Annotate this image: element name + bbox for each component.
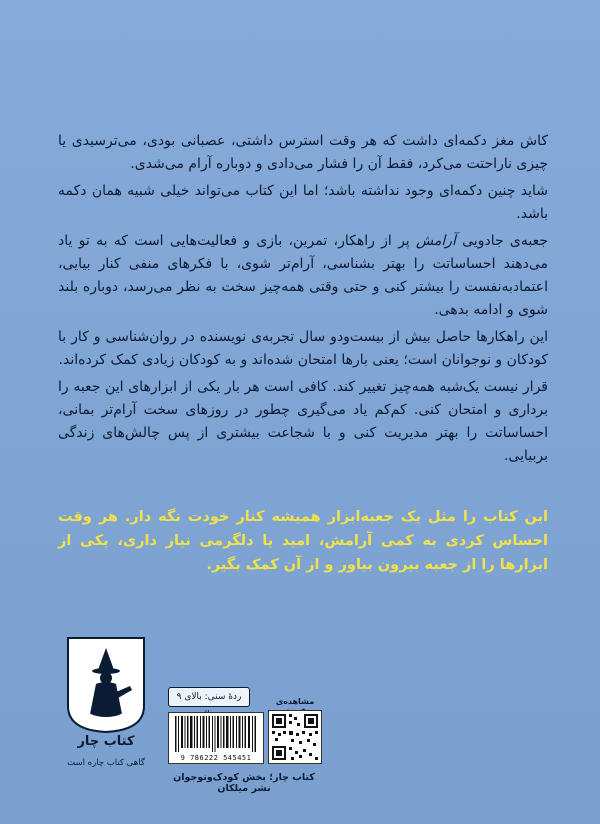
logo-tagline: گاهی کتاب چاره است [67,758,145,768]
price-qr-code [268,710,322,764]
paragraph-4: این راهکارها حاصل بیش از بیست‌ودو سال تجربه‌ی نویسنده در روان‌شناسی و کار با کودکان و نوجوانان است؛ یعنی بارها امتحان شده‌اند و به کودکان زیادی کمک کرده‌اند. [58,329,548,368]
publisher-line: کتاب چار؛ بخش کودک‌ونوجوان نشر میلکان [173,772,315,794]
isbn-barcode [168,712,264,764]
barcode-number: 9 786222 545451 [180,754,252,762]
highlight-text: این کتاب را مثل یک جعبه‌ابزار همیشه کنار خودت نگه دار. هر وقت احساس کردی به کمی آرامش، امید یا دلگرمی نیاز داری، یکی از ابزارها را از جعبه بیرون بیاور و از آن کمک بگیر. [58,509,548,573]
publisher-logo [60,634,152,772]
logo-title: کتاب چار [77,734,135,749]
age-rating-label: ردهٔ سنی: بالای ۹ [168,687,250,707]
logo-badge-icon [60,634,152,734]
qr-code-icon [269,711,321,763]
qr-label: مشاهده‌ی [275,697,315,706]
paragraph-3 [58,230,548,322]
paragraph-3-italic: آرامش [415,233,456,249]
paragraph-3-start: جعبه‌ی جادویی [455,233,548,249]
paragraph-2: شاید چنین دکمه‌ای وجود نداشته باشد؛ اما این کتاب می‌تواند خیلی شبیه همان دکمه باشد. [58,183,548,222]
paragraph-3-rest: پر از راهکار، تمرین، بازی و فعالیت‌هایی است که به تو یاد می‌دهند احساساتت را بهتر بشناسی، آرام‌تر شوی، با فکرهای منفی کنار بیایی، اعتمادبه‌نفست را بیشتر کنی و حتی وقتی همه‌چیز سخت به نظر می‌رسد، دوباره بلند شوی و ادامه بدهی. [58,233,548,318]
description-text [58,130,548,472]
paragraph-5: قرار نیست یک‌شبه همه‌چیز تغییر کند. کافی است هر بار یکی از ابزارهای این جعبه را برداری و امتحان کنی. کم‌کم یاد می‌گیری چطور در روزهای سخت آرام‌تر بمانی، احساساتت را بهتر مدیریت کنی و با شجاعت بیشتری از پس چالش‌های زندگی بربیایی. [58,379,548,464]
barcode-icon [169,713,263,753]
paragraph-1: کاش مغز دکمه‌ای داشت که هر وقت استرس داشتی، عصبانی بودی، می‌ترسیدی یا چیزی ناراحتت می‌کرد، فقط آن را فشار می‌دادی و دوباره آرام می‌شدی. [58,133,548,172]
